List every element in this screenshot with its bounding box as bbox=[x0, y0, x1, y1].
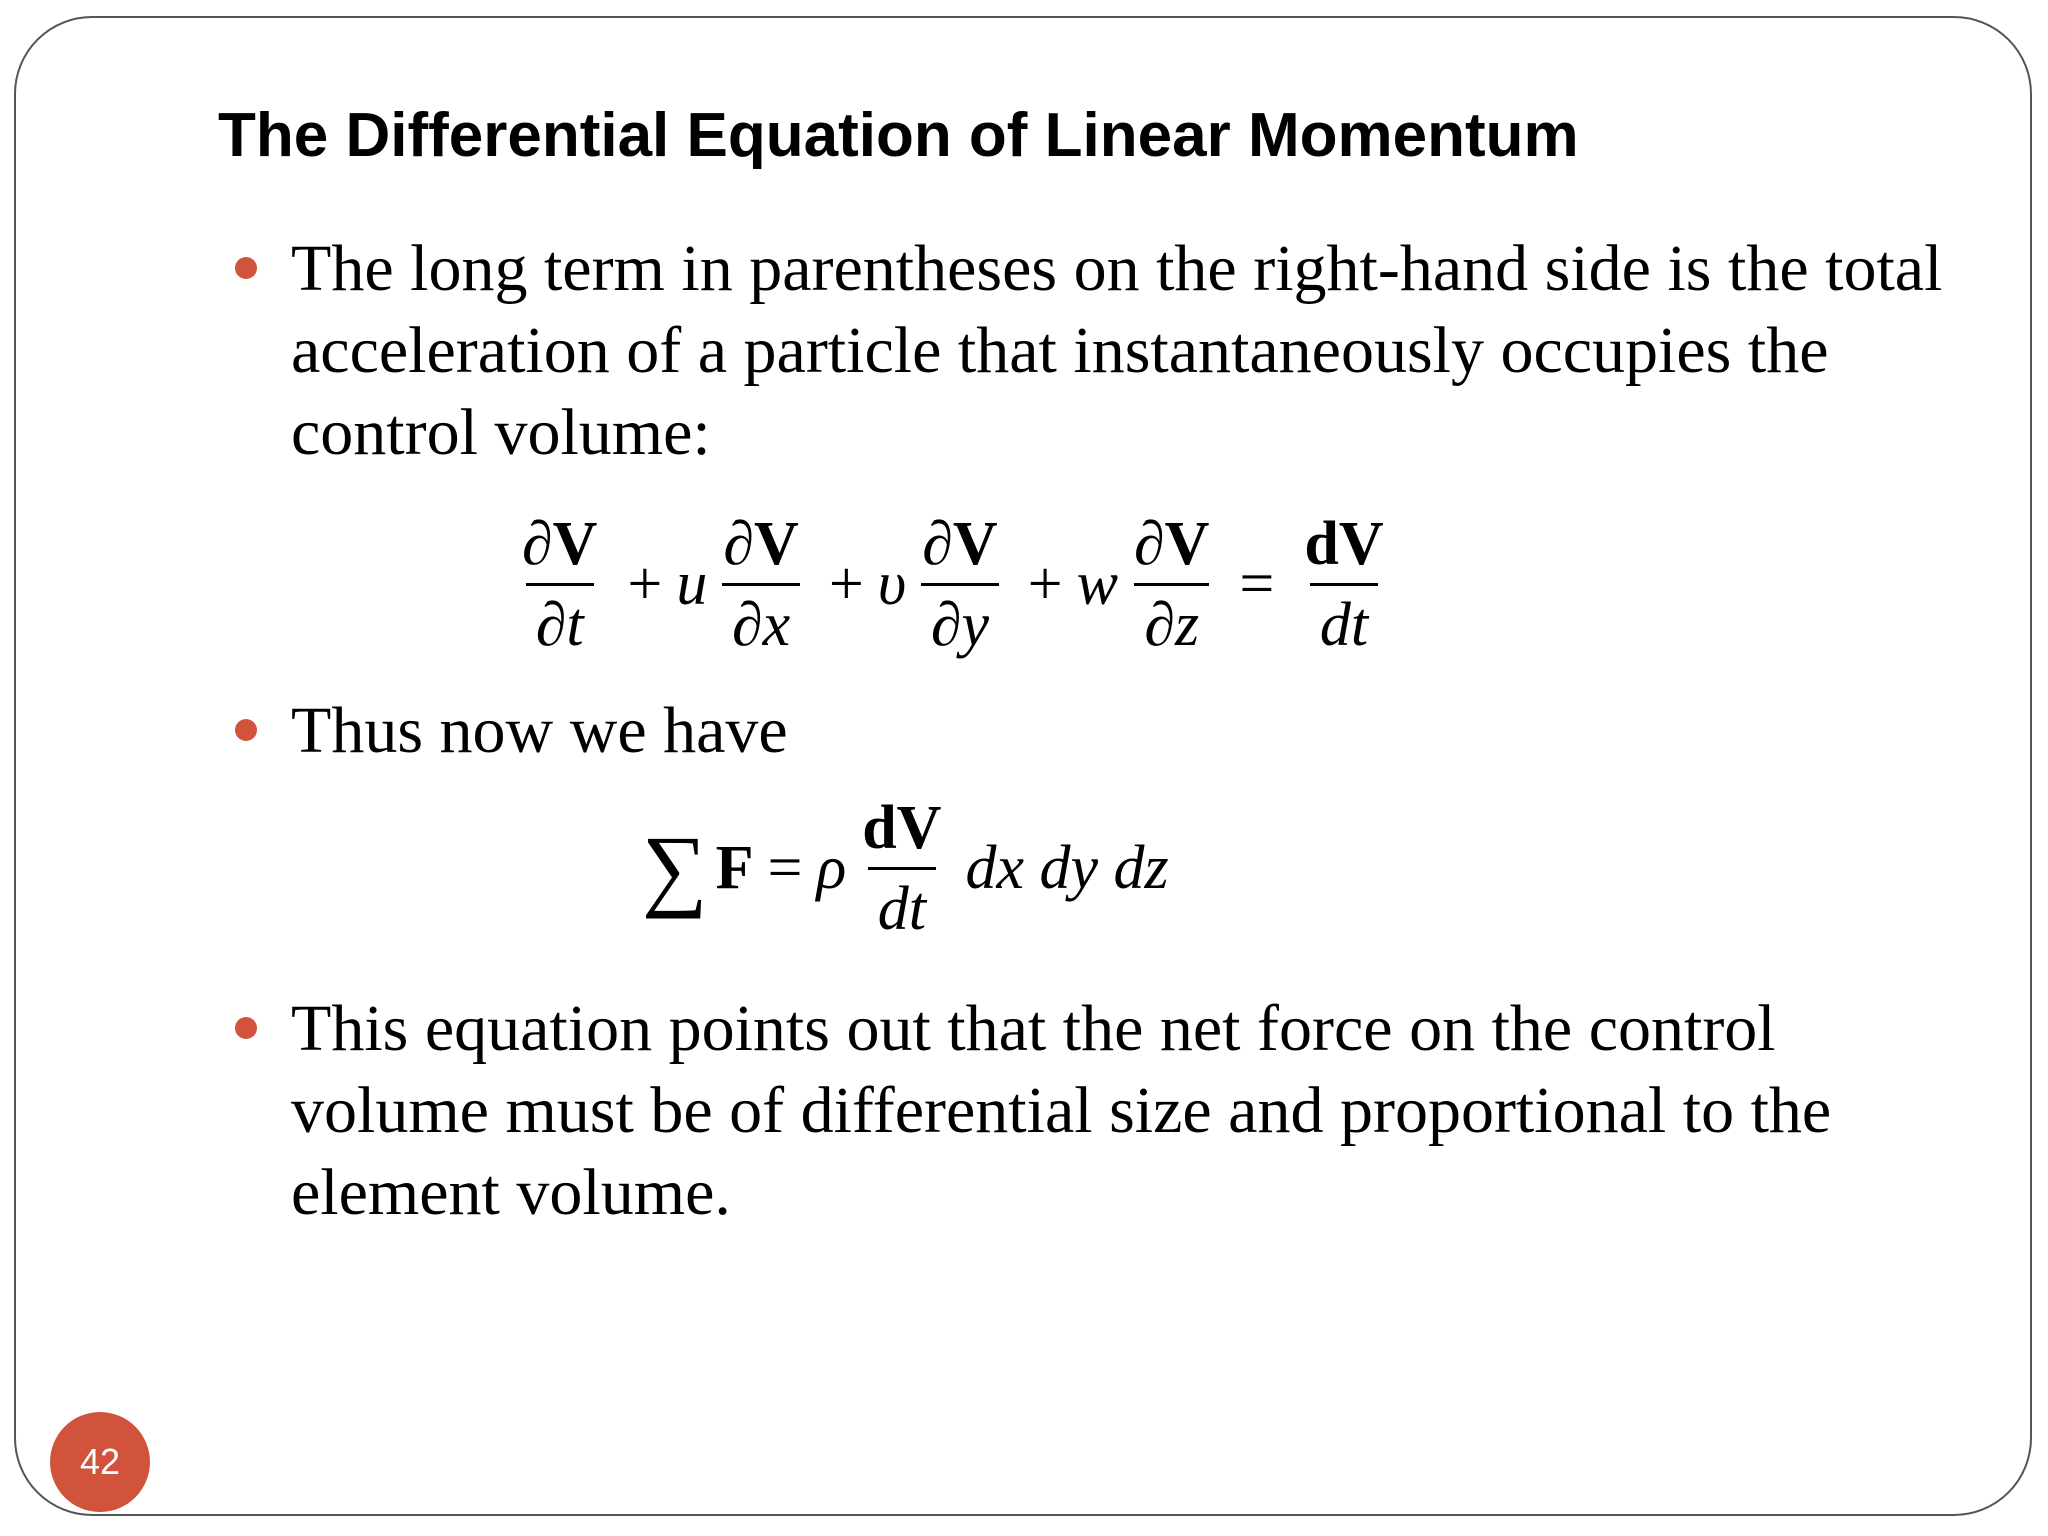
bullet-item bbox=[291, 988, 1981, 1234]
bullet-dot-icon bbox=[235, 257, 257, 279]
force-symbol: F bbox=[715, 833, 754, 902]
plus-operator: + bbox=[627, 549, 663, 618]
bullet-text: The long term in parentheses on the right-hand side is the total acceleration of a particle that instantaneously occupies the control volume: bbox=[291, 232, 1943, 469]
bullet-text: Thus now we have bbox=[291, 694, 788, 767]
volume-element: dx dy dz bbox=[965, 833, 1169, 902]
velocity-w: w bbox=[1076, 549, 1118, 618]
equation-net-force bbox=[642, 788, 1169, 948]
denominator: ∂z bbox=[1134, 583, 1209, 660]
denominator: dt bbox=[1310, 583, 1378, 660]
numerator: ∂V bbox=[1134, 509, 1210, 578]
velocity-v: υ bbox=[877, 549, 907, 618]
fraction bbox=[1294, 509, 1393, 660]
velocity-u: u bbox=[676, 549, 708, 618]
fraction bbox=[1124, 509, 1219, 660]
bullet-dot-icon bbox=[235, 1017, 257, 1039]
slide-title: The Differential Equation of Linear Momentum bbox=[218, 101, 1579, 170]
numerator: dV bbox=[862, 793, 942, 862]
equals-operator: = bbox=[1239, 549, 1275, 618]
density-symbol: ρ bbox=[816, 833, 847, 902]
denominator: ∂x bbox=[722, 583, 800, 660]
bullet-text: This equation points out that the net force on the control volume must be of differential size and proportional to the element volume. bbox=[291, 992, 1832, 1229]
fraction bbox=[912, 509, 1007, 660]
denominator: ∂t bbox=[526, 583, 594, 660]
plus-operator: + bbox=[828, 549, 864, 618]
slide bbox=[14, 16, 2032, 1516]
page-number-badge: 42 bbox=[50, 1412, 150, 1512]
sum-symbol: ∑ bbox=[642, 817, 708, 919]
plus-operator: + bbox=[1027, 549, 1063, 618]
denominator: dt bbox=[868, 867, 936, 944]
numerator: ∂V bbox=[723, 509, 799, 578]
bullet-item bbox=[291, 690, 1981, 772]
denominator: ∂y bbox=[921, 583, 999, 660]
numerator: ∂V bbox=[522, 509, 598, 578]
fraction bbox=[713, 509, 808, 660]
bullet-item bbox=[291, 228, 1981, 474]
fraction bbox=[852, 793, 951, 944]
equals-operator: = bbox=[767, 833, 803, 902]
numerator: dV bbox=[1304, 509, 1384, 578]
bullet-dot-icon bbox=[235, 719, 257, 741]
equation-total-acceleration bbox=[506, 504, 1400, 664]
numerator: ∂V bbox=[922, 509, 998, 578]
fraction bbox=[512, 509, 607, 660]
